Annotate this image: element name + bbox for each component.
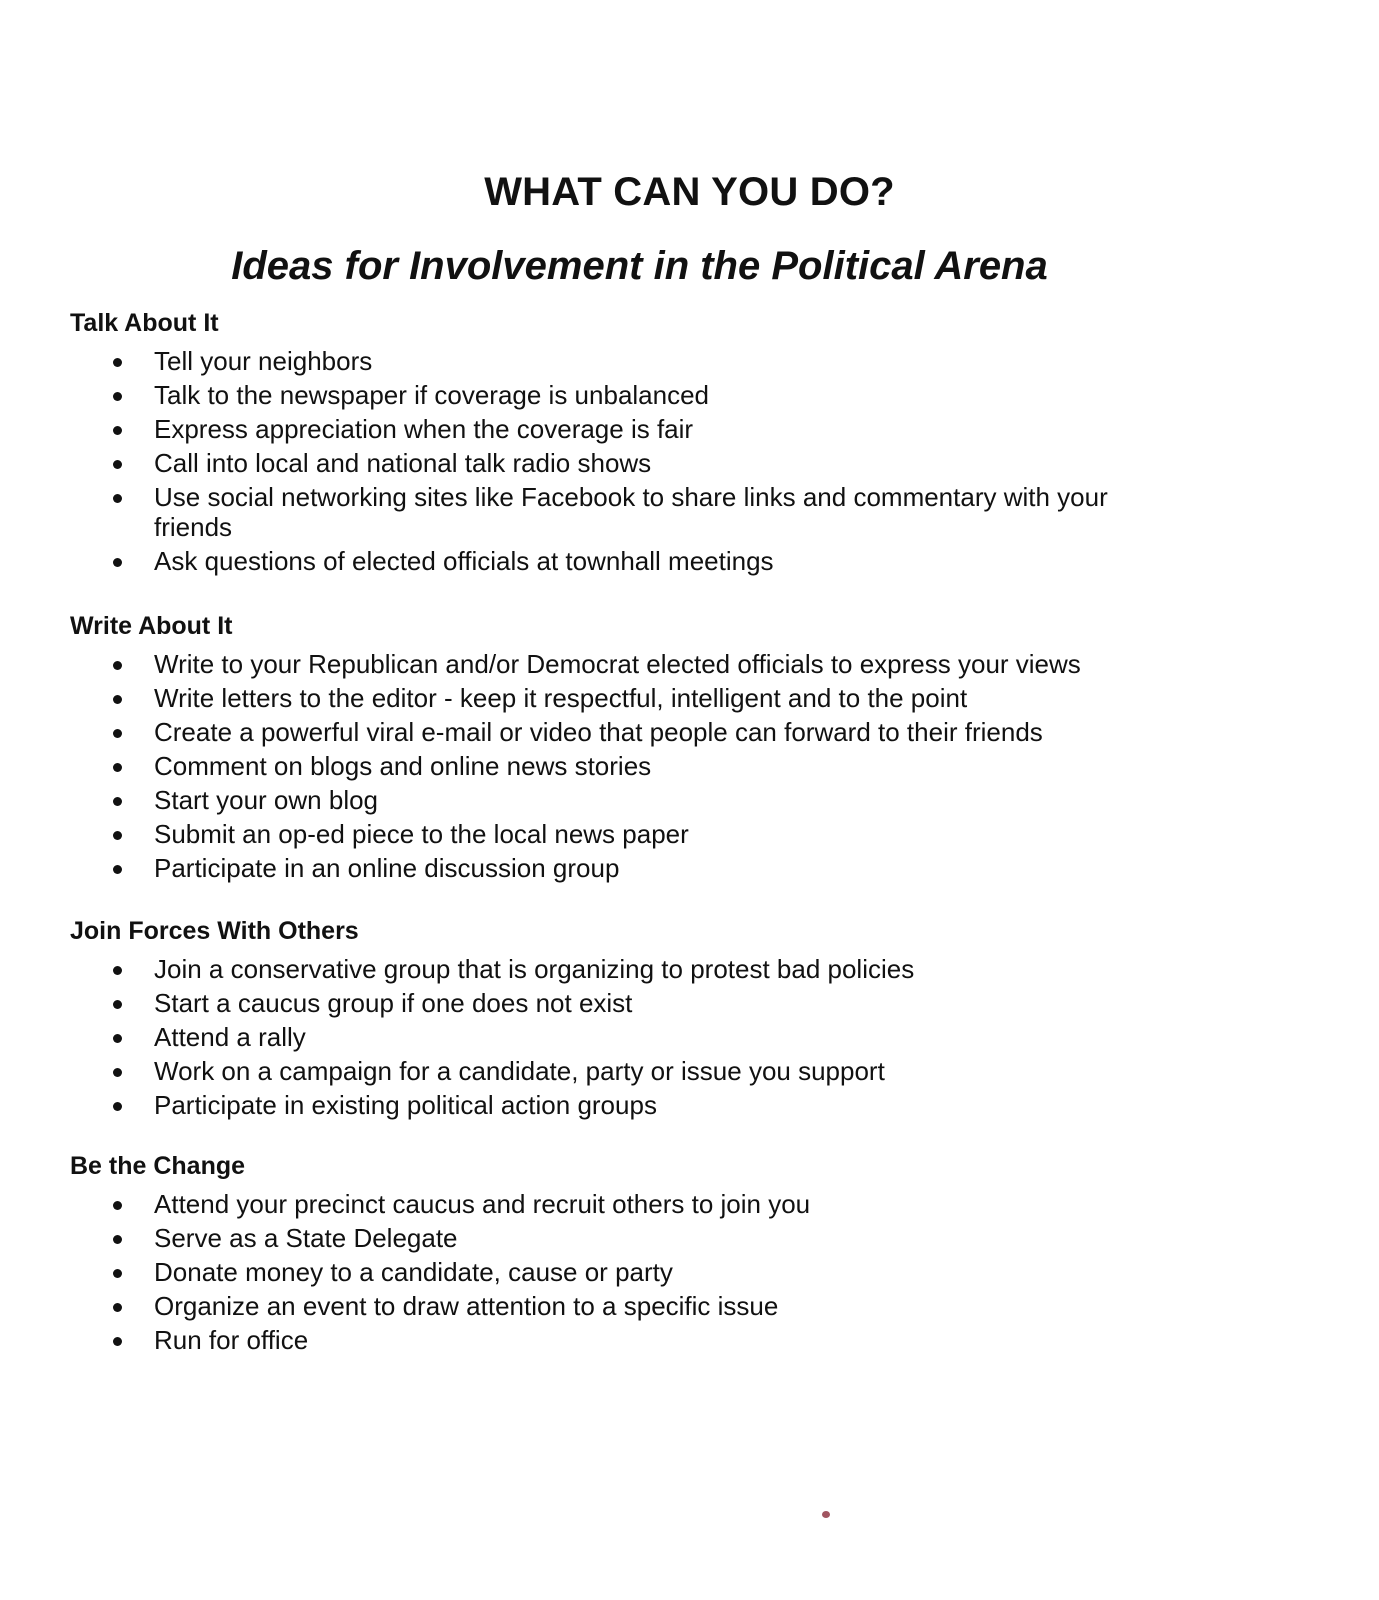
bullet-icon [113, 763, 122, 772]
list-item-text: Ask questions of elected officials at townhall meetings [154, 546, 774, 576]
list-item [70, 1221, 1154, 1255]
list-item-text: Tell your neighbors [154, 346, 373, 376]
bullet-icon [113, 392, 122, 401]
bullet-icon [113, 1303, 122, 1312]
list-item-text: Organize an event to draw attention to a specific issue [154, 1291, 779, 1321]
list-item-text: Submit an op-ed piece to the local news paper [154, 819, 689, 849]
list-item [70, 681, 1330, 715]
bullet-icon [113, 558, 122, 567]
bullet-icon [113, 1337, 122, 1346]
list-item [70, 1323, 1154, 1357]
bullet-icon [113, 1235, 122, 1244]
list-item [70, 1020, 1154, 1054]
page-title: WHAT CAN YOU DO? [484, 170, 895, 214]
list-item-text: Start your own blog [154, 785, 379, 815]
bullet-list [70, 344, 1330, 578]
list-item [70, 986, 1154, 1020]
bullet-icon [113, 1000, 122, 1009]
section-join-forces-with-others [70, 916, 1330, 1122]
bullet-icon [113, 460, 122, 469]
bullet-icon [113, 1269, 122, 1278]
bullet-icon [113, 358, 122, 367]
list-item-text: Start a caucus group if one does not exist [154, 988, 633, 1018]
bullet-icon [113, 1068, 122, 1077]
list-item-text: Write letters to the editor - keep it respectful, intelligent and to the point [154, 683, 968, 713]
bullet-icon [113, 1034, 122, 1043]
section-heading: Write About It [70, 612, 233, 640]
bullet-icon [113, 729, 122, 738]
list-item-text: Work on a campaign for a candidate, party or issue you support [154, 1056, 885, 1086]
list-item-text: Attend a rally [154, 1022, 306, 1052]
section-be-the-change [70, 1151, 1330, 1357]
list-item [70, 952, 1154, 986]
list-item [70, 1054, 1154, 1088]
list-item-text: Call into local and national talk radio shows [154, 448, 652, 478]
list-item [70, 1088, 1154, 1122]
list-item-text: Create a powerful viral e-mail or video that people can forward to their friends [154, 717, 1043, 747]
list-item [70, 544, 1154, 578]
list-item [70, 817, 1154, 851]
list-item [70, 1255, 1154, 1289]
bullet-icon [113, 494, 122, 503]
list-item-text: Donate money to a candidate, cause or party [154, 1257, 673, 1287]
list-item-text: Attend your precinct caucus and recruit others to join you [154, 1189, 811, 1219]
list-item [70, 647, 1330, 681]
bullet-icon [113, 695, 122, 704]
list-item [70, 1289, 1154, 1323]
list-item-text: Use social networking sites like Facebook to share links and commentary with your friends [154, 482, 1108, 542]
bullet-icon [113, 1201, 122, 1210]
section-heading: Talk About It [70, 309, 219, 337]
list-item-text: Join a conservative group that is organizing to protest bad policies [154, 954, 915, 984]
list-item [70, 749, 1154, 783]
list-item-text: Comment on blogs and online news stories [154, 751, 652, 781]
section-heading: Be the Change [70, 1152, 246, 1180]
page-subtitle: Ideas for Involvement in the Political Arena [231, 244, 1048, 288]
section-talk-about-it [70, 308, 1330, 578]
bullet-icon [113, 797, 122, 806]
list-item [70, 480, 1154, 544]
list-item-text: Express appreciation when the coverage is fair [154, 414, 694, 444]
list-item-text: Talk to the newspaper if coverage is unbalanced [154, 380, 710, 410]
scan-speck-mark [822, 1511, 830, 1518]
list-item [70, 378, 1154, 412]
bullet-list [70, 1187, 1330, 1357]
bullet-icon [113, 661, 122, 670]
list-item [70, 1187, 1154, 1221]
list-item [70, 412, 1154, 446]
section-write-about-it [70, 611, 1330, 885]
bullet-icon [113, 426, 122, 435]
bullet-icon [113, 831, 122, 840]
bullet-icon [113, 865, 122, 874]
section-heading: Join Forces With Others [70, 917, 359, 945]
bullet-list [70, 647, 1330, 885]
list-item-text: Participate in existing political action groups [154, 1090, 657, 1120]
list-item-text: Run for office [154, 1325, 309, 1355]
list-item-text: Write to your Republican and/or Democrat elected officials to express your views [154, 649, 1081, 679]
list-item [70, 446, 1154, 480]
list-item-text: Participate in an online discussion group [154, 853, 620, 883]
bullet-icon [113, 1102, 122, 1111]
list-item [70, 783, 1154, 817]
bullet-icon [113, 966, 122, 975]
list-item-text: Serve as a State Delegate [154, 1223, 458, 1253]
list-item [70, 715, 1330, 749]
list-item [70, 344, 1154, 378]
bullet-list [70, 952, 1330, 1122]
list-item [70, 851, 1154, 885]
